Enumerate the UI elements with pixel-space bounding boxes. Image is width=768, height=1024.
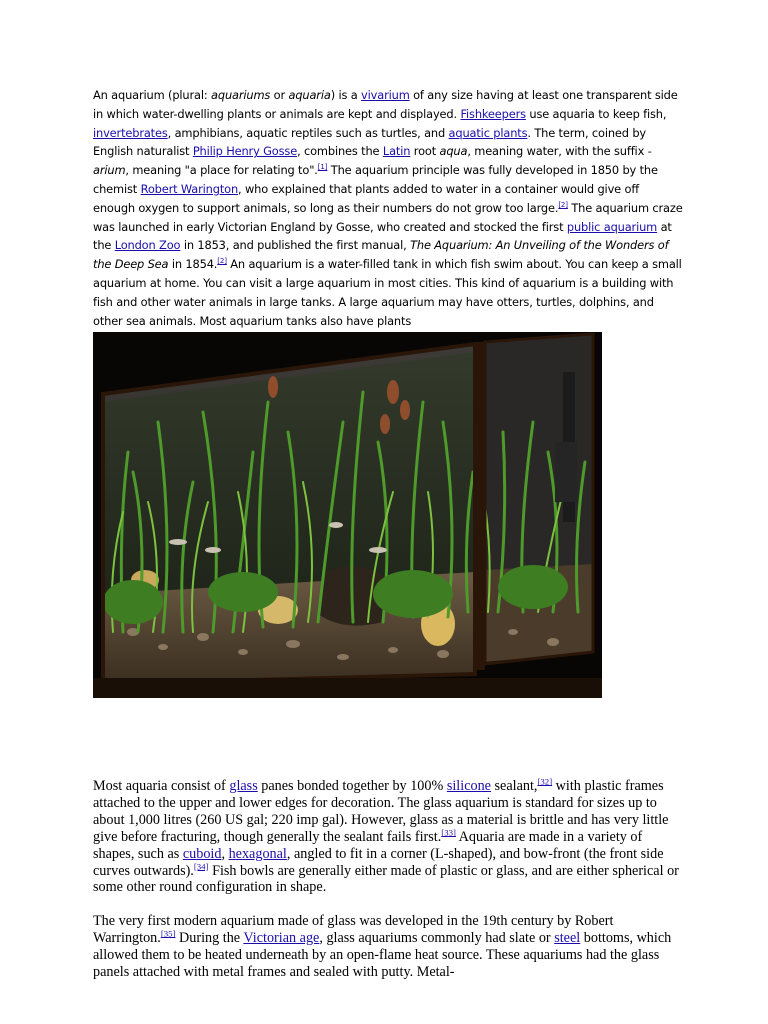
text-run: , meaning water, with the suffix bbox=[467, 144, 648, 159]
text-run: use aquaria to keep fish, bbox=[525, 106, 667, 121]
citation-1[interactable] bbox=[318, 162, 328, 171]
text-run: of any size having at least one transparent side in which water-dwelling plants or animals are kept and displayed. bbox=[93, 88, 678, 121]
text-run: , combines the bbox=[297, 144, 383, 159]
link-fishkeepers[interactable]: Fishkeepers bbox=[460, 106, 526, 121]
materials-paragraph bbox=[93, 778, 683, 896]
italic-term: aquaria bbox=[288, 88, 331, 102]
link-latin[interactable]: Latin bbox=[382, 144, 411, 159]
history-paragraph bbox=[93, 913, 683, 981]
link-london-zoo[interactable]: London Zoo bbox=[114, 238, 181, 253]
text-run: in 1854. bbox=[168, 257, 218, 272]
text-run: in 1853, and published the first manual, bbox=[180, 238, 411, 253]
text-run: During the bbox=[175, 929, 244, 946]
citation-34[interactable] bbox=[194, 861, 209, 871]
link-aquatic-plants[interactable]: aquatic plants bbox=[448, 125, 528, 140]
text-run: bottoms, which allowed them to be heated underneath by an open-flame heat source. These aquariums had the glass panels attached with metal frames and sealed with putty. Metal- bbox=[93, 929, 672, 980]
intro-paragraph bbox=[93, 86, 683, 330]
citation-link[interactable]: [1] bbox=[317, 162, 328, 172]
link-victorian-age[interactable]: Victorian age bbox=[243, 929, 320, 946]
citation-link[interactable]: [2] bbox=[217, 256, 227, 266]
text-run: An aquarium (plural: bbox=[93, 88, 212, 102]
aquarium-photo bbox=[93, 332, 602, 698]
text-run: sealant, bbox=[490, 778, 538, 794]
citation-35[interactable] bbox=[161, 928, 176, 938]
text-run: , who explained that plants added to water in a container would give off enough oxygen to support animals, so long as their numbers do not grow too large. bbox=[93, 181, 640, 215]
link-robert-warington[interactable]: Robert Warington bbox=[140, 181, 239, 196]
aquarium-illustration bbox=[93, 332, 602, 698]
citation-33[interactable] bbox=[441, 827, 456, 837]
citation-32[interactable] bbox=[537, 776, 552, 786]
citation-link[interactable]: [34] bbox=[193, 860, 209, 871]
link-steel[interactable]: steel bbox=[554, 929, 581, 946]
text-run: , angled to fit in a corner (L-shaped), and bow-front (the front side curves outwards). bbox=[93, 845, 664, 879]
italic-term: -arium bbox=[93, 144, 652, 178]
link-cuboid[interactable]: cuboid bbox=[182, 845, 222, 862]
text-run: at the bbox=[93, 219, 672, 253]
text-run: ) is a bbox=[330, 88, 362, 102]
text-run: , bbox=[221, 845, 229, 862]
text-run: root bbox=[410, 144, 440, 159]
text-run: . The term, coined by English naturalist bbox=[93, 125, 647, 159]
link-glass[interactable]: glass bbox=[229, 778, 258, 794]
citation-2[interactable] bbox=[558, 200, 568, 209]
citation-link[interactable]: [2] bbox=[558, 199, 568, 209]
link-vivarium[interactable]: vivarium bbox=[361, 88, 410, 102]
link-hexagonal[interactable]: hexagonal bbox=[228, 845, 287, 862]
text-run: or bbox=[270, 88, 289, 102]
text-run: Aquaria are made in a variety of shapes, such as bbox=[93, 828, 643, 862]
italic-term: aquariums bbox=[211, 88, 271, 102]
link-public-aquarium[interactable]: public aquarium bbox=[566, 219, 658, 234]
citation-link[interactable]: [33] bbox=[441, 826, 456, 837]
text-run: The very first modern aquarium made of glass was developed in the 19th century by Robert Warrington. bbox=[93, 913, 614, 946]
text-run: , meaning "a place for relating to". bbox=[125, 163, 318, 178]
text-run: Most aquaria consist of bbox=[93, 778, 230, 794]
text-run: The aquarium principle was fully developed in 1850 by the chemist bbox=[93, 163, 658, 196]
text-run: , amphibians, aquatic reptiles such as turtles, and bbox=[167, 125, 449, 140]
italic-term: aqua bbox=[439, 144, 468, 159]
link-philip-henry-gosse[interactable]: Philip Henry Gosse bbox=[192, 144, 298, 159]
text-run: An aquarium is a water-filled tank in which fish swim about. You can keep a small aquarium at home. You can visit a large aquarium in most cities. This kind of aquarium is a building with fish and other water animals in large tanks. A large aquarium may have otters, turtles, dolphins, and other sea animals. Most aquarium tanks also have plants bbox=[93, 257, 682, 328]
link-silicone[interactable]: silicone bbox=[446, 778, 491, 794]
text-run: with plastic frames attached to the upper and lower edges for decoration. The glass aquarium is standard for sizes up to about 1,000 litres (260 US gal; 220 imp gal). However, glass as a material is brittle and has very little give before fracturing, though generally the sealant fails first. bbox=[93, 778, 669, 845]
text-run: panes bonded together by 100% bbox=[257, 778, 447, 794]
citation-link[interactable]: [35] bbox=[160, 928, 176, 939]
text-run: Fish bowls are generally either made of plastic or glass, and are either spherical or some other round configuration in shape. bbox=[93, 862, 679, 896]
text-run: The aquarium craze was launched in early Victorian England by Gosse, who created and stocked the first bbox=[93, 200, 683, 234]
citation-2b[interactable] bbox=[217, 256, 227, 265]
text-run: , glass aquariums commonly had slate or bbox=[319, 929, 555, 946]
book-title: The Aquarium: An Unveiling of the Wonders of the Deep Sea bbox=[93, 238, 669, 272]
link-invertebrates[interactable]: invertebrates bbox=[93, 125, 168, 140]
citation-link[interactable]: [32] bbox=[537, 776, 553, 787]
